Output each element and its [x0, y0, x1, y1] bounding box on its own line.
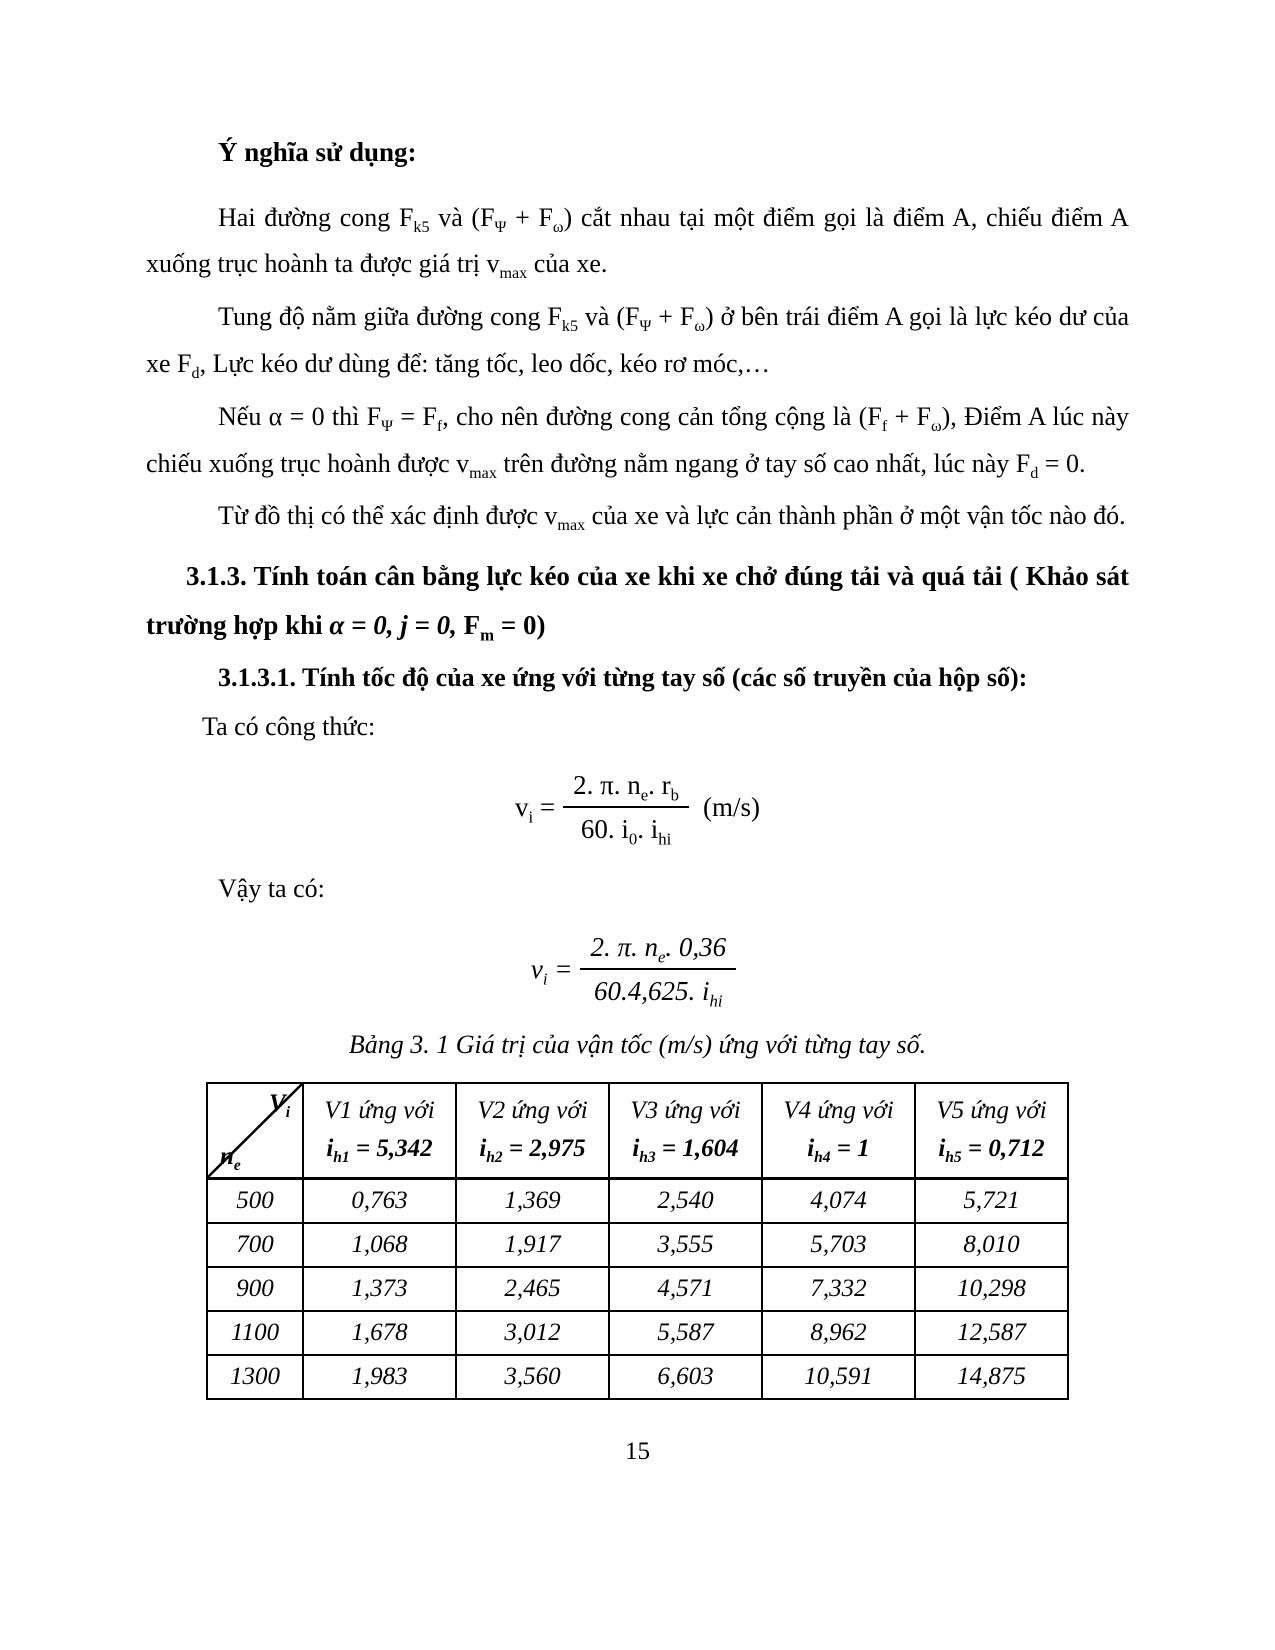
table-row [207, 1223, 1068, 1267]
col-header-line2: $i_{h2} = 2,975$ [479, 1135, 586, 1167]
value-cell: 3,012 [456, 1311, 609, 1355]
value-cell: 3,560 [456, 1355, 609, 1399]
col-header-line2: $i_{h4} = 1$ [807, 1135, 870, 1167]
value-cell: 2,465 [456, 1267, 609, 1311]
col-header-line1: V5 ứng với [936, 1096, 1047, 1124]
corner-label-vi: $V_i$ [269, 1089, 290, 1121]
table-col-header-v2 [456, 1083, 609, 1179]
table-row [207, 1311, 1068, 1355]
value-cell: 7,332 [762, 1267, 915, 1311]
fraction [580, 929, 736, 1010]
value-cell: 3,555 [609, 1223, 762, 1267]
col-header-line2: $i_{h5} = 0,712$ [938, 1135, 1045, 1167]
table-corner-cell [207, 1083, 303, 1179]
col-header-line1: V2 ứng với [477, 1096, 588, 1124]
formula-intro-text: Ta có công thức: [202, 712, 376, 742]
value-cell: 8,010 [915, 1223, 1068, 1267]
table-row [207, 1179, 1068, 1223]
fraction-denominator: 60. $i_0$. $i_{hi}$ [580, 814, 672, 849]
section-heading-3-1-3-1: 3.1.3.1. Tính tốc độ của xe ứng với từng tay số (các số truyền của hộp số): [218, 663, 1028, 693]
ne-cell: 500 [207, 1179, 303, 1223]
value-cell: 12,587 [915, 1311, 1068, 1355]
col-header-line1: V1 ứng với [324, 1096, 435, 1124]
value-cell: 0,763 [303, 1179, 456, 1223]
table-row [207, 1267, 1068, 1311]
table-caption: Bảng 3. 1 Giá trị của vận tốc (m/s) ứng với từng tay số. [348, 1029, 927, 1059]
fraction-numerator: 2. π. $n_e$. 0,36 [580, 929, 736, 970]
value-cell: 1,369 [456, 1179, 609, 1223]
table-col-header-v1 [303, 1083, 456, 1179]
corner-label-ne: $n_e$ [220, 1143, 241, 1174]
table-col-header-v3 [609, 1083, 762, 1179]
value-cell: 5,587 [609, 1311, 762, 1355]
value-cell: 5,721 [915, 1179, 1068, 1223]
velocity-table [206, 1082, 1069, 1400]
table-row [207, 1355, 1068, 1399]
fraction [563, 767, 689, 848]
paragraph-intersection: Hai đường cong $F_{k5}$ và $(F_\Psi + F_\omega)$ cắt nhau tại một điểm gọi là điểm A, chiếu điểm A xuống trục hoành ta được giá trị $v_{max}$ của xe. [146, 202, 1130, 283]
section-heading-3-1-3: 3.1.3. Tính toán cân bằng lực kéo của xe khi xe chở đúng tải và quá tải ( Khảo sát trường hợp khi α = 0, j = 0, $F_m = 0$) [146, 561, 1129, 645]
table-header-row [207, 1083, 1068, 1179]
value-cell: 5,703 [762, 1223, 915, 1267]
ne-cell: 700 [207, 1223, 303, 1267]
paragraph-reserve-force: Tung độ nằm giữa đường cong $F_{k5}$ và $(F_\Psi + F_\omega)$ ở bên trái điểm A gọi là lực kéo dư của xe $F_d$, Lực kéo dư dùng để: tăng tốc, leo dốc, kéo rơ móc,… [146, 302, 1129, 383]
formula-lhs: $v_i$ = [530, 953, 573, 989]
value-cell: 1,068 [303, 1223, 456, 1267]
ne-cell: 1300 [207, 1355, 303, 1399]
value-cell: 1,983 [303, 1355, 456, 1399]
col-header-line2: $i_{h1} = 5,342$ [326, 1135, 433, 1167]
fraction-denominator: 60.4,625. $i_{hi}$ [594, 976, 723, 1011]
value-cell: 1,917 [456, 1223, 609, 1267]
table-col-header-v5 [915, 1083, 1068, 1179]
ne-cell: 900 [207, 1267, 303, 1311]
value-cell: 2,540 [609, 1179, 762, 1223]
then-text: Vậy ta có: [218, 873, 325, 903]
col-header-line1: V3 ứng với [630, 1096, 741, 1124]
page-number: 15 [625, 1437, 650, 1465]
formula-unit: (m/s) [703, 792, 761, 823]
value-cell: 8,962 [762, 1311, 915, 1355]
table-col-header-v4 [762, 1083, 915, 1179]
col-header-line2: $i_{h3} = 1,604$ [632, 1135, 739, 1167]
value-cell: 1,373 [303, 1267, 456, 1311]
value-cell: 10,591 [762, 1355, 915, 1399]
value-cell: 6,603 [609, 1355, 762, 1399]
section-heading-usage: Ý nghĩa sử dụng: [218, 137, 417, 167]
fraction-numerator: 2. π. $n_e$. $r_b$ [563, 767, 689, 808]
value-cell: 1,678 [303, 1311, 456, 1355]
value-cell: 10,298 [915, 1267, 1068, 1311]
paragraph-alpha-zero: Nếu α = 0 thì $F_\Psi = F_f$, cho nên đường cong cản tổng cộng là $(F_f + F_\omega)$, Điểm A lúc này chiếu xuống trục hoành được $v_{max}$ trên đường nằm ngang ở tay số cao nhất, lúc này $F_d = 0$. [146, 401, 1130, 482]
value-cell: 14,875 [915, 1355, 1068, 1399]
formula-velocity-general [146, 767, 1129, 848]
paragraph-graph-conclusion: Từ đồ thị có thể xác định được $v_{max}$ của xe và lực cản thành phần ở một vận tốc nào đó. [218, 501, 1126, 535]
value-cell: 4,571 [609, 1267, 762, 1311]
value-cell: 4,074 [762, 1179, 915, 1223]
formula-lhs: $v_i$ = [514, 792, 556, 827]
formula-velocity-numeric [146, 929, 1129, 1010]
ne-cell: 1100 [207, 1311, 303, 1355]
col-header-line1: V4 ứng với [783, 1096, 894, 1124]
